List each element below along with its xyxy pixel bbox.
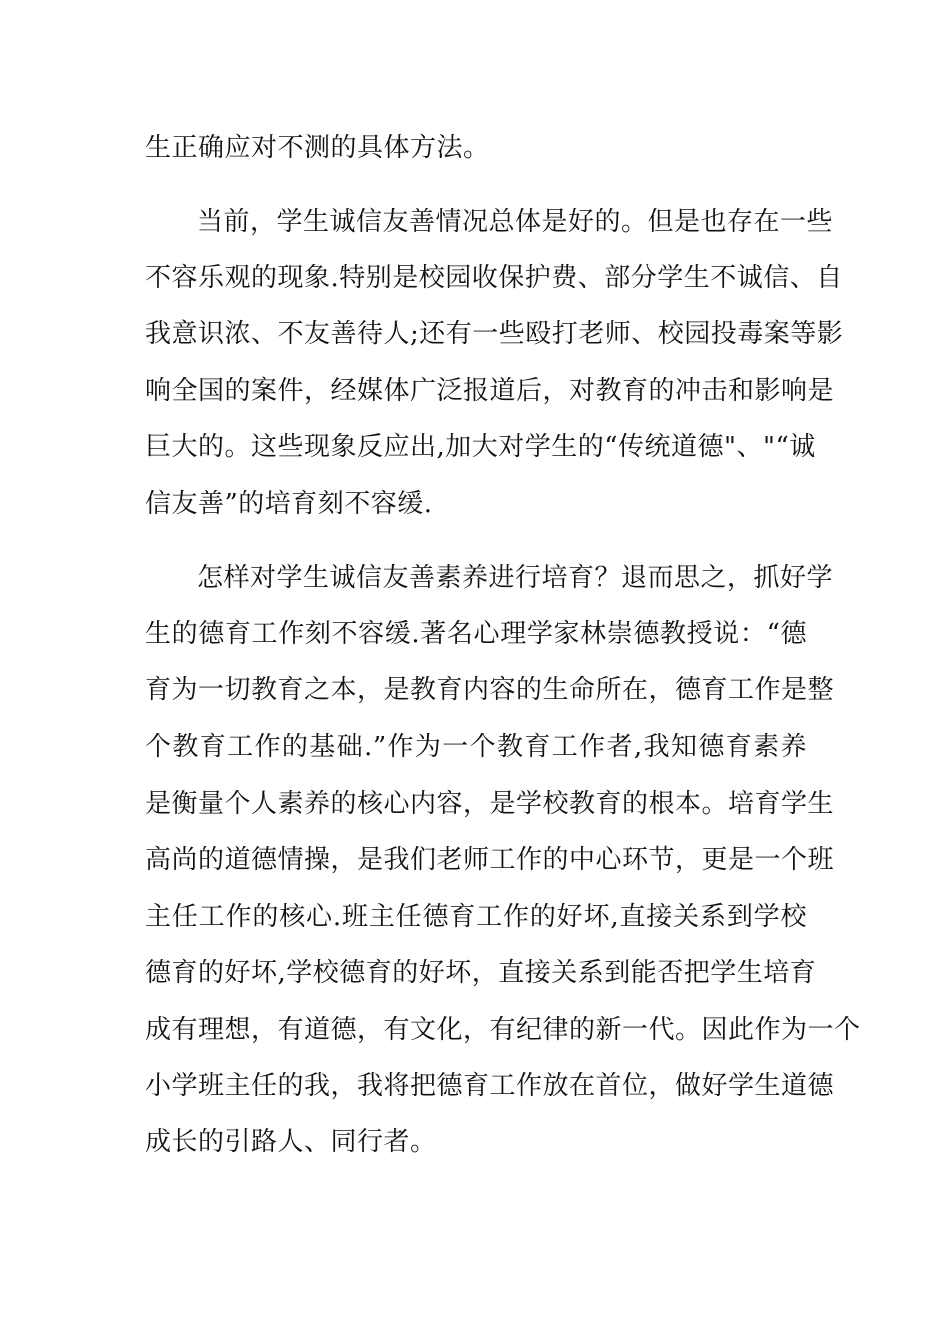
paragraph-3-line-5: 是衡量个人素养的核心内容，是学校教育的根本。培育学生 (145, 789, 835, 819)
paragraph-3-line-4: 个教育工作的基础.”作为一个教育工作者,我知德育素养 (145, 732, 807, 762)
paragraph-3-line-11: 成长的引路人、同行者。 (145, 1127, 437, 1157)
paragraph-3-line-3: 育为一切教育之本，是教育内容的生命所在，德育工作是整 (145, 675, 835, 705)
paragraph-2-line-1: 当前，学生诚信友善情况总体是好的。但是也存在一些 (197, 207, 834, 237)
paragraph-2-line-5: 巨大的。这些现象反应出,加大对学生的“传统道德"、"“诚 (145, 432, 816, 462)
paragraph-3-line-1: 怎样对学生诚信友善素养进行培育？退而思之，抓好学 (197, 563, 834, 593)
paragraph-2-line-3: 我意识浓、不友善待人;还有一些殴打老师、校园投毒案等影 (145, 319, 844, 349)
paragraph-3-line-2: 生的德育工作刻不容缓.著名心理学家林崇德教授说：“德 (145, 619, 807, 649)
paragraph-3-line-8: 德育的好坏,学校德育的好坏，直接关系到能否把学生培育 (145, 958, 817, 988)
paragraph-2-line-6: 信友善”的培育刻不容缓. (145, 489, 433, 519)
paragraph-1-line-1: 生正确应对不测的具体方法。 (145, 133, 490, 163)
paragraph-2-line-4: 响全国的案件，经媒体广泛报道后，对教育的冲击和影响是 (145, 376, 835, 406)
paragraph-3-line-6: 高尚的道德情操，是我们老师工作的中心环节，更是一个班 (145, 845, 835, 875)
paragraph-3-line-9: 成有理想，有道德，有文化，有纪律的新一代。因此作为一个 (145, 1015, 861, 1045)
paragraph-2-line-2: 不容乐观的现象.特别是校园收保护费、部分学生不诚信、自 (145, 263, 843, 293)
paragraph-3-line-10: 小学班主任的我，我将把德育工作放在首位，做好学生道德 (145, 1071, 835, 1101)
paragraph-3-line-7: 主任工作的核心.班主任德育工作的好坏,直接关系到学校 (145, 902, 807, 932)
